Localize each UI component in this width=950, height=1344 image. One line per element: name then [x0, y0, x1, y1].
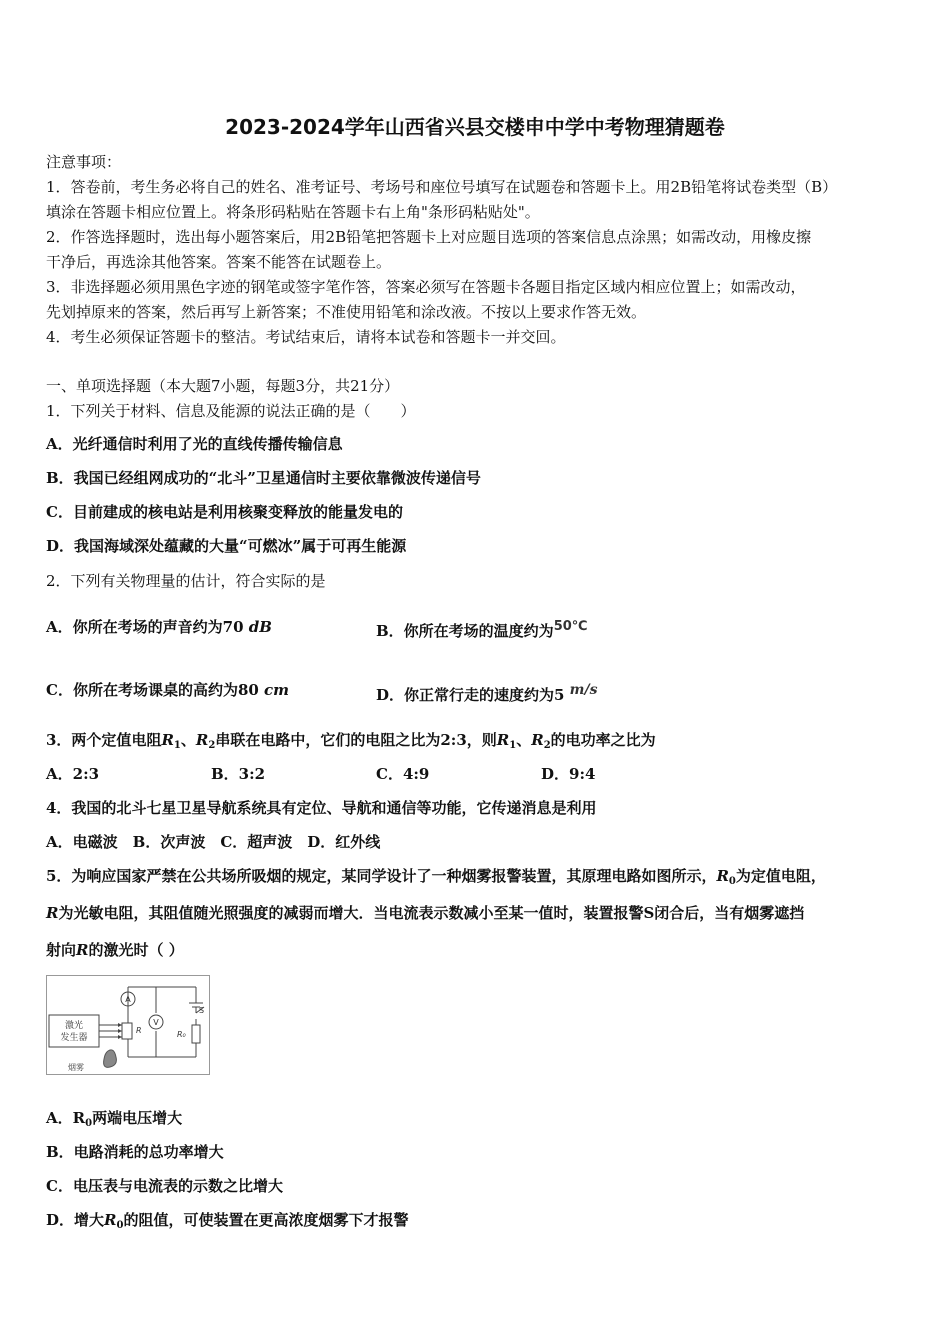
- q2-option-b: B．你所在考场的温度约为50℃: [376, 619, 588, 640]
- voltmeter-label: V: [153, 1018, 159, 1027]
- q1-option-b: B．我国已经组网成功的“北斗”卫星通信时主要依靠微波传递信号: [46, 469, 481, 487]
- q3-option-c: C．4:9: [376, 765, 430, 783]
- q2-option-d: D．你正常行走的速度约为5 m/s: [376, 682, 598, 704]
- page-title: 2023-2024学年山西省兴县交楼申中学中考物理猜题卷: [225, 115, 725, 139]
- q3-option-a: A．2:3: [46, 765, 100, 783]
- q3-stem: 3．两个定值电阻$R_1$、$R_2$串联在电路中，它们的电阻之比为2:3，则$R_1$、$R_2$的电功率之比为: [46, 731, 656, 751]
- r0-label: R₀: [177, 1030, 186, 1039]
- q3-option-b: B．3:2: [211, 765, 266, 783]
- section-heading: 一、单项选择题（本大题7小题，每题3分，共21分）: [46, 377, 400, 395]
- notice-line-4: 干净后，再选涂其他答案。答案不能答在试题卷上。: [46, 253, 392, 271]
- q1-option-a: A．光纤通信时利用了光的直线传播传输信息: [46, 435, 343, 453]
- q3-option-d: D．9:4: [541, 765, 596, 783]
- laser-label-2: 发生器: [60, 1033, 88, 1043]
- notice-line-7: 4．考生必须保证答题卡的整洁。考试结束后，请将本试卷和答题卡一并交回。: [46, 328, 566, 346]
- q5-line-1: 5．为响应国家严禁在公共场所吸烟的规定，某同学设计了一种烟雾报警装置，其原理电路如图所示，$R_0$为定值电阻，: [46, 867, 826, 887]
- r-label: R: [136, 1026, 142, 1035]
- q5-line-2: R为光敏电阻，其阻值随光照强度的减弱而增大．当电流表示数减小至某一值时，装置报警S闭合后，当有烟雾遮挡: [46, 904, 805, 922]
- q2-option-a: A．你所在考场的声音约为70 dB: [46, 618, 272, 636]
- ammeter-label: A: [125, 995, 131, 1004]
- q1-option-d: D．我国海域深处蕴藏的大量“可燃冰”属于可再生能源: [46, 537, 407, 555]
- notice-heading: 注意事项：: [46, 153, 122, 171]
- switch-label: S: [199, 1006, 205, 1015]
- q4-options: A．电磁波 B．次声波 C．超声波 D．红外线: [46, 833, 381, 851]
- q5-line-3: 射向R的激光时（ ）: [46, 941, 184, 959]
- q5-option-d: D．增大$R_0$的阻值，可使装置在更高浓度烟雾下才报警: [46, 1211, 409, 1231]
- q2-stem: 2．下列有关物理量的估计，符合实际的是: [46, 572, 326, 590]
- q5-option-c: C．电压表与电流表的示数之比增大: [46, 1177, 283, 1195]
- notice-line-3: 2．作答选择题时，选出每小题答案后，用2B铅笔把答题卡上对应题目选项的答案信息点涂黑；如需改动，用橡皮擦: [46, 228, 812, 246]
- notice-line-6: 先划掉原来的答案，然后再写上新答案；不准使用铅笔和涂改液。不按以上要求作答无效。: [46, 303, 647, 321]
- q4-stem: 4．我国的北斗七星卫星导航系统具有定位、导航和通信等功能，它传递消息是利用: [46, 799, 597, 817]
- notice-line-2: 填涂在答题卡相应位置上。将条形码粘贴在答题卡右上角"条形码粘贴处"。: [46, 203, 540, 221]
- q2-option-c: C．你所在考场课桌的高约为80 cm: [46, 681, 290, 699]
- notice-line-1: 1．答卷前，考生务必将自己的姓名、准考证号、考场号和座位号填写在试题卷和答题卡上。用2B铅笔将试卷类型（B）: [46, 178, 838, 196]
- q5-option-b: B．电路消耗的总功率增大: [46, 1143, 224, 1161]
- smoke-label: 烟雾: [68, 1063, 84, 1072]
- notice-line-5: 3．非选择题必须用黑色字迹的钢笔或签字笔作答，答案必须写在答题卡各题目指定区域内相应位置上；如需改动，: [46, 278, 806, 296]
- q5-option-a: A．$R_0$两端电压增大: [46, 1109, 183, 1129]
- laser-label-1: 激光: [64, 1021, 84, 1031]
- smoke-alarm-circuit-diagram: [46, 975, 210, 1075]
- q1-stem: 1．下列关于材料、信息及能源的说法正确的是（ ）: [46, 402, 416, 420]
- q1-option-c: C．目前建成的核电站是利用核聚变释放的能量发电的: [46, 503, 403, 521]
